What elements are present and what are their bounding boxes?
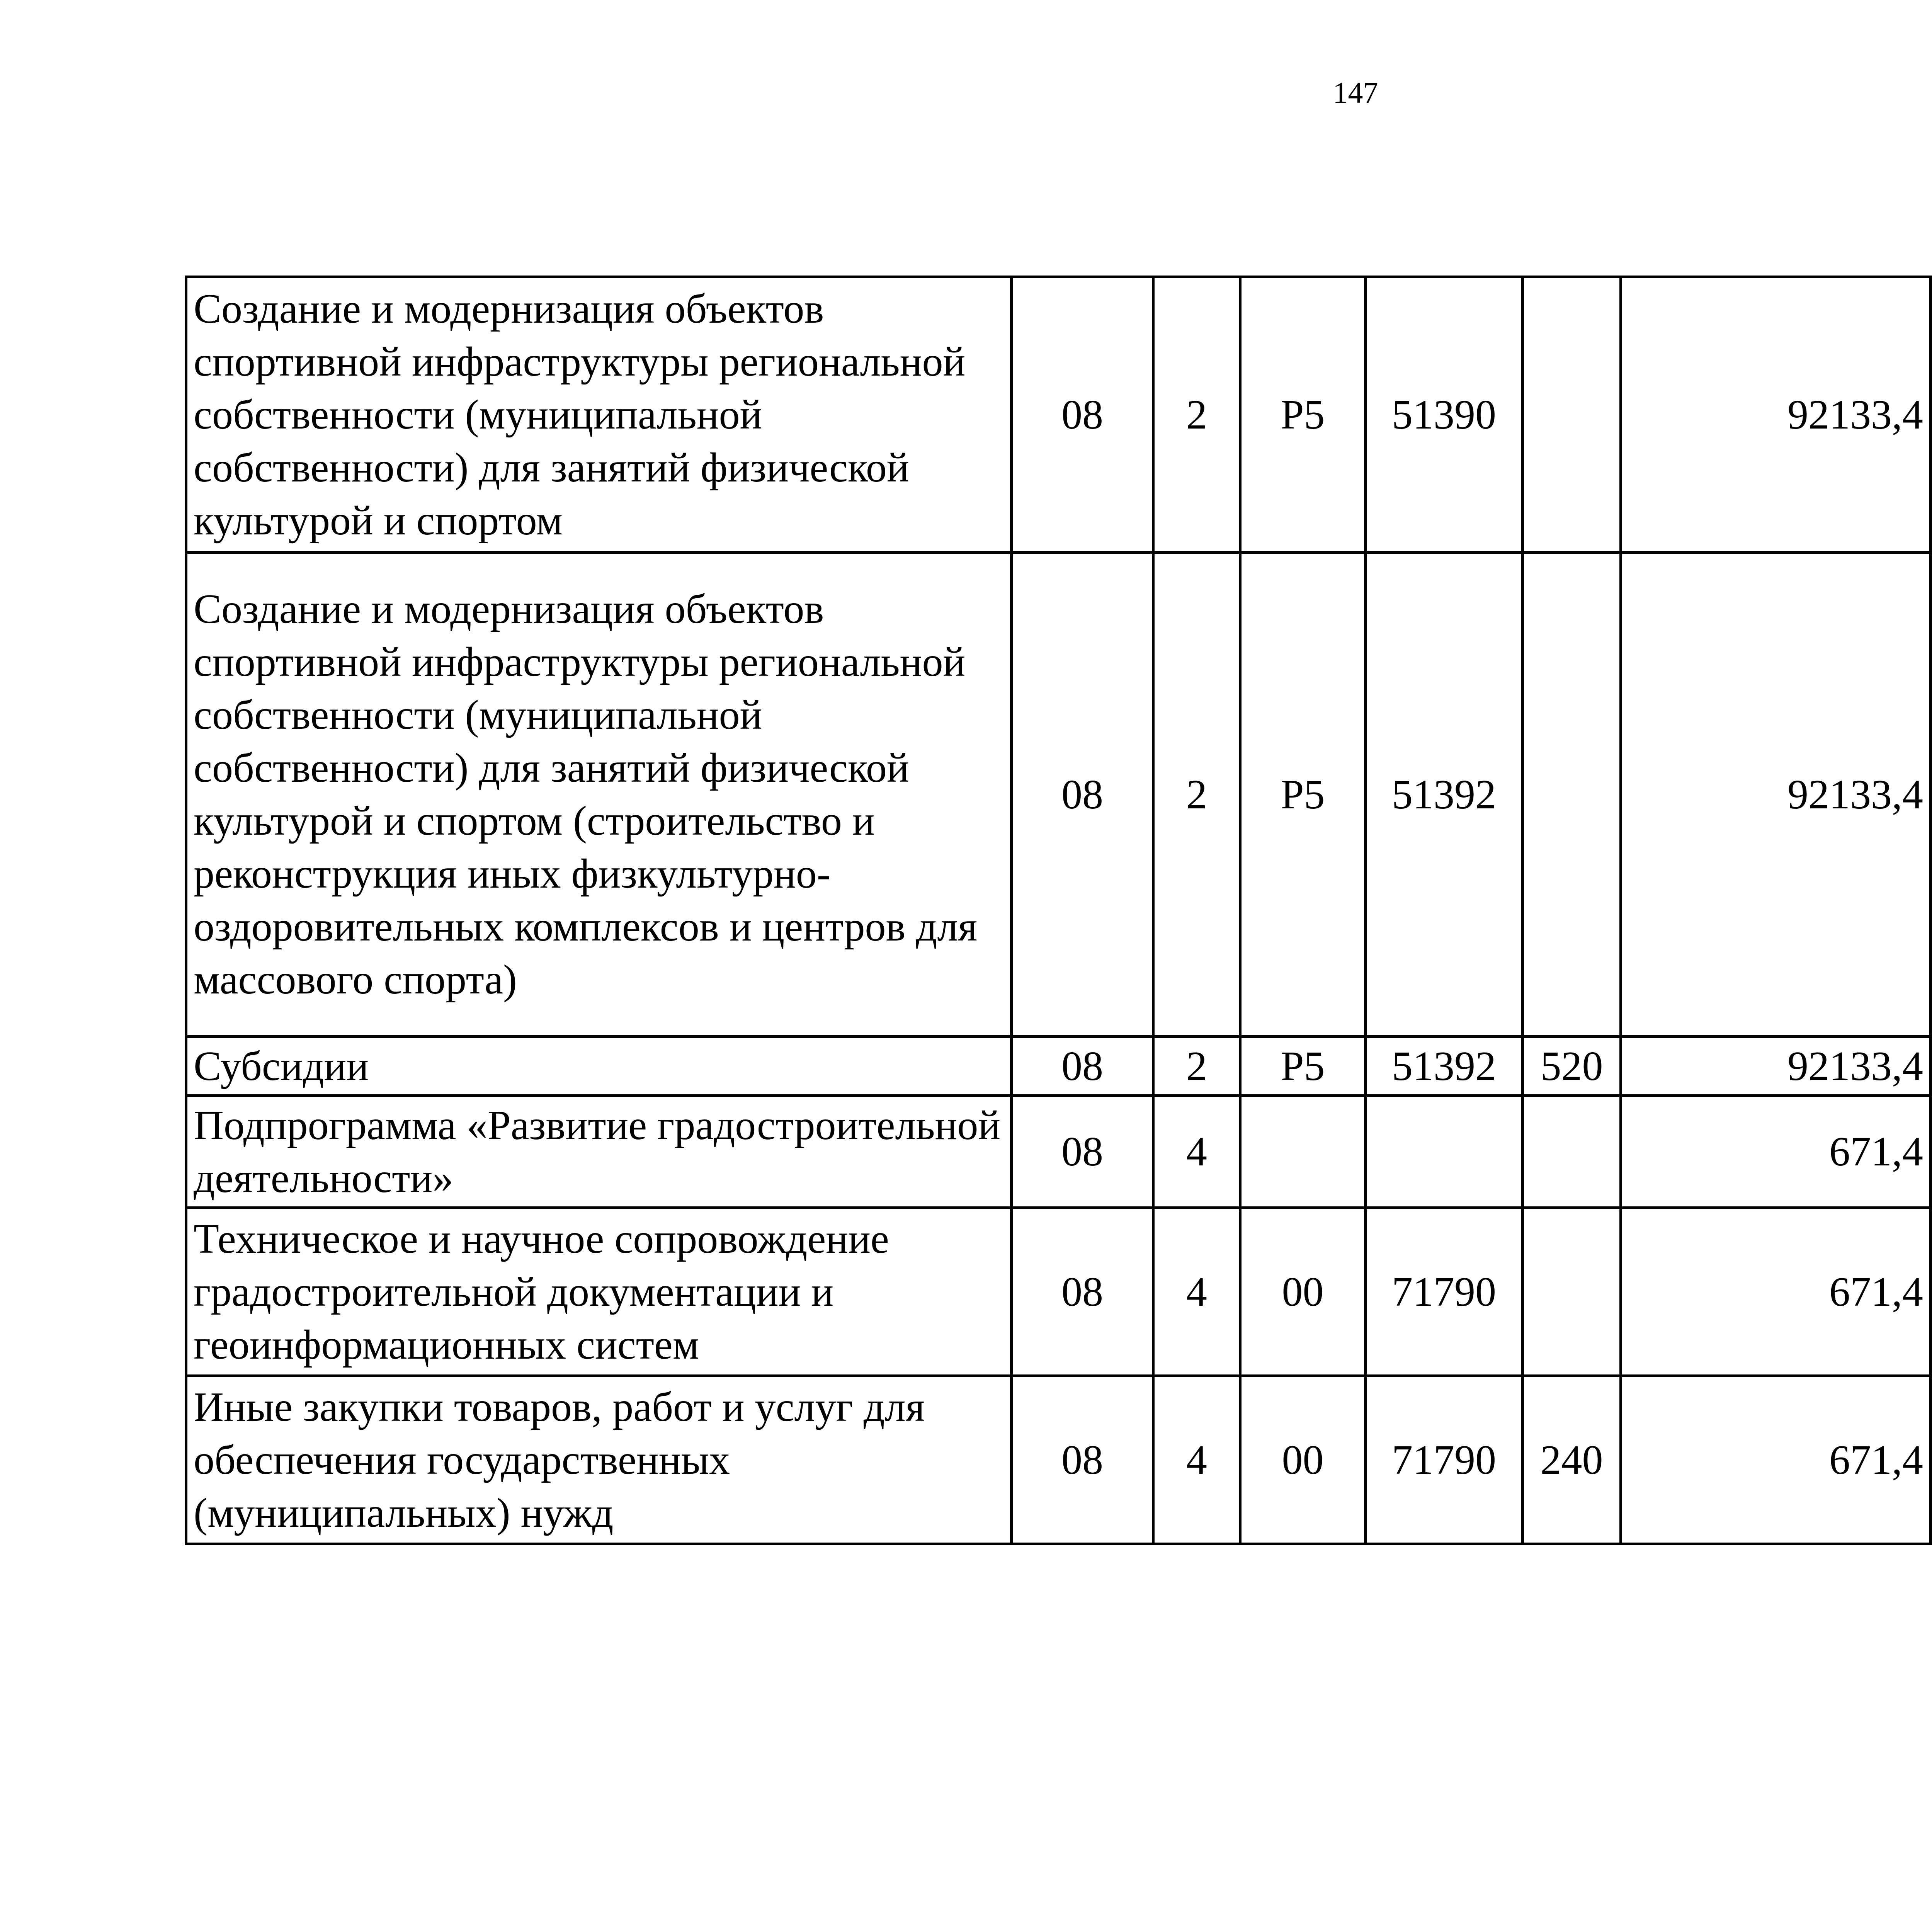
target-article-prefix: 00 [1240,1208,1366,1376]
subsection-code: 2 [1153,1037,1240,1096]
section-code: 08 [1012,1376,1153,1544]
expense-type-code: 240 [1523,1376,1621,1544]
section-code: 08 [1012,553,1153,1037]
amount-year-2 [1931,1037,1932,1096]
amount-year-1: 92133,4 [1621,553,1931,1037]
target-article-code: 51392 [1366,1037,1523,1096]
amount-year-1: 671,4 [1621,1096,1931,1208]
amount-year-1: 92133,4 [1621,1037,1931,1096]
amount-year-1: 671,4 [1621,1376,1931,1544]
table-row [186,1376,1932,1544]
section-code: 08 [1012,277,1153,553]
amount-year-2 [1931,1376,1932,1544]
target-article-code: 51390 [1366,277,1523,553]
subsection-code: 2 [1153,553,1240,1037]
expense-type-code [1523,1208,1621,1376]
table-row [186,1208,1932,1376]
amount-year-2 [1931,553,1932,1037]
table-row [186,1096,1932,1208]
target-article-prefix: P5 [1240,1037,1366,1096]
section-code: 08 [1012,1096,1153,1208]
row-name: Создание и модернизация объектов спортивной инфраструктуры региональной собственности (муниципальной собственности) для занятий физической культурой и спортом [186,277,1012,553]
subsection-code: 4 [1153,1208,1240,1376]
target-article-code [1366,1096,1523,1208]
row-name: Иные закупки товаров, работ и услуг для обеспечения государственных (муниципальных) нужд [186,1376,1012,1544]
target-article-code: 71790 [1366,1376,1523,1544]
page-number: 147 [1333,76,1378,109]
row-name: Техническое и научное сопровождение градостроительной документации и геоинформационных систем [186,1208,1012,1376]
target-article-prefix: P5 [1240,553,1366,1037]
expense-type-code [1523,277,1621,553]
amount-year-2 [1931,277,1932,553]
expense-type-code: 520 [1523,1037,1621,1096]
expense-type-code [1523,553,1621,1037]
amount-year-2 [1931,1096,1932,1208]
target-article-prefix: 00 [1240,1376,1366,1544]
amount-year-2 [1931,1208,1932,1376]
amount-year-1: 92133,4 [1621,277,1931,553]
section-code: 08 [1012,1208,1153,1376]
section-code: 08 [1012,1037,1153,1096]
expense-type-code [1523,1096,1621,1208]
row-name: Субсидии [186,1037,1012,1096]
target-article-prefix: P5 [1240,277,1366,553]
subsection-code: 4 [1153,1376,1240,1544]
subsection-code: 2 [1153,277,1240,553]
table-row [186,553,1932,1037]
target-article-code: 51392 [1366,553,1523,1037]
table-row [186,1037,1932,1096]
row-name: Подпрограмма «Развитие градостроительной деятельности» [186,1096,1012,1208]
subsection-code: 4 [1153,1096,1240,1208]
table-row [186,277,1932,553]
row-name: Создание и модернизация объектов спортивной инфраструктуры региональной собственности (муниципальной собственности) для занятий физической культурой и спортом (строительство и реконструкция иных физкультурно-оздоровительных комплексов и центров для массового спорта) [186,553,1012,1037]
target-article-code: 71790 [1366,1208,1523,1376]
budget-table [185,276,1932,1545]
amount-year-1: 671,4 [1621,1208,1931,1376]
target-article-prefix [1240,1096,1366,1208]
